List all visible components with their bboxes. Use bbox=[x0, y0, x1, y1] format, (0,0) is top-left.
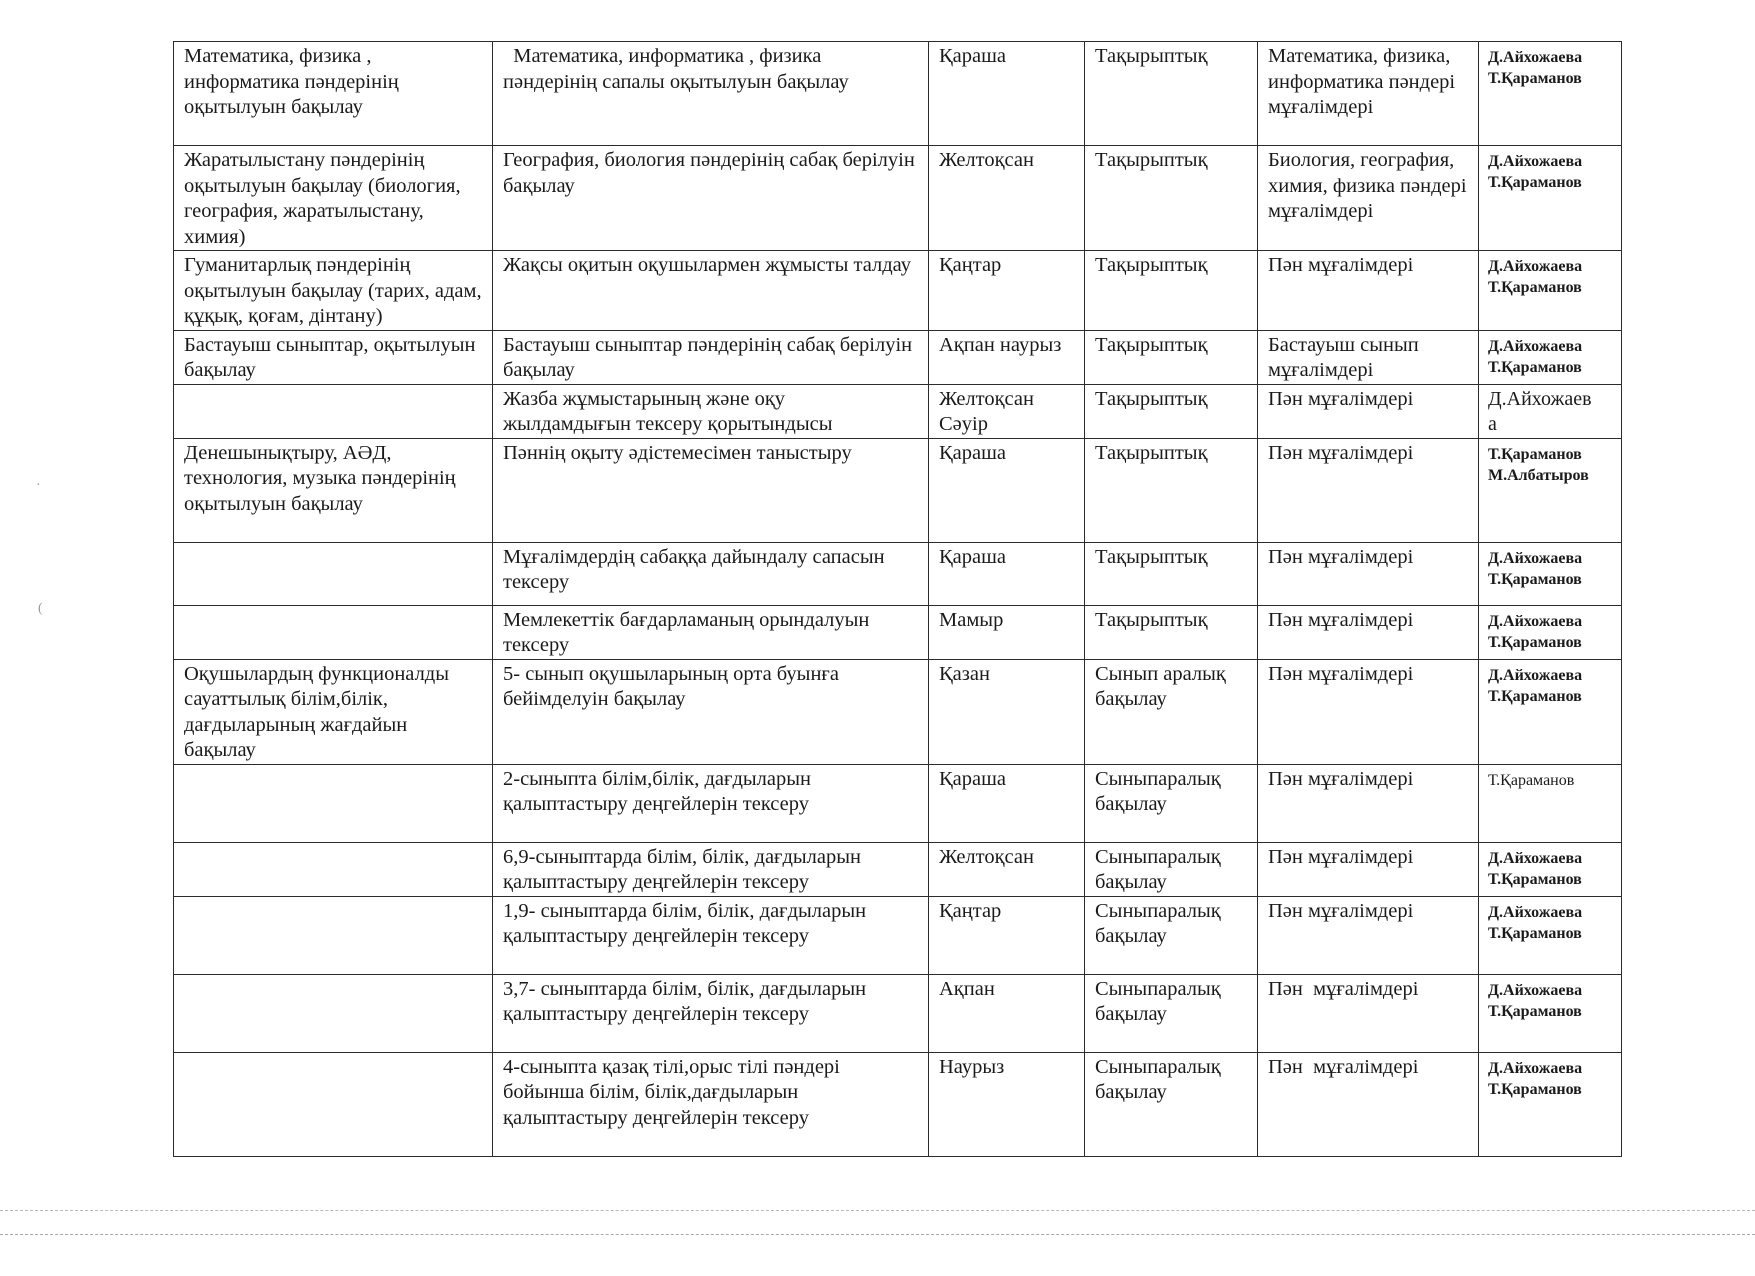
responsible-cell bbox=[1479, 251, 1622, 331]
control-area-cell bbox=[174, 542, 493, 605]
table-row bbox=[174, 330, 1622, 384]
responsible-name: а bbox=[1488, 413, 1497, 435]
control-object-cell: Пән мұғалімдері bbox=[1258, 384, 1479, 438]
table-row bbox=[174, 251, 1622, 331]
table-row bbox=[174, 896, 1622, 974]
control-goal-cell: 2-сыныпта білім,білік, дағдыларын қалыптастыру деңгейлерін тексеру bbox=[493, 764, 929, 842]
table-body bbox=[174, 42, 1622, 1157]
control-area-cell bbox=[174, 842, 493, 896]
control-type-cell: Тақырыптық bbox=[1085, 330, 1258, 384]
responsible-name: Т.Қараманов bbox=[1488, 70, 1582, 87]
responsible-cell bbox=[1479, 42, 1622, 146]
responsible-name: Д.Айхожаева bbox=[1488, 849, 1583, 867]
scan-speck: · bbox=[36, 478, 41, 493]
responsible-cell bbox=[1479, 330, 1622, 384]
control-object-cell: Пән мұғалімдері bbox=[1258, 438, 1479, 542]
control-area-cell: Бастауыш сыныптар, оқытылуын бақылау bbox=[174, 330, 493, 384]
control-time-cell: Қараша bbox=[929, 42, 1085, 146]
table-row bbox=[174, 764, 1622, 842]
control-type-cell: Сынып аралық бақылау bbox=[1085, 659, 1258, 764]
scan-speck: ( bbox=[38, 601, 43, 616]
control-object-cell: Пән мұғалімдері bbox=[1258, 974, 1479, 1052]
responsible-cell bbox=[1479, 438, 1622, 542]
table-row bbox=[174, 384, 1622, 438]
table-row bbox=[174, 1052, 1622, 1156]
responsible-name: Т.Қараманов bbox=[1488, 687, 1582, 705]
control-time-cell: Қараша bbox=[929, 542, 1085, 605]
responsible-cell bbox=[1479, 542, 1622, 605]
control-goal-cell: Жақсы оқитын оқушылармен жұмысты талдау bbox=[493, 251, 929, 331]
control-area-cell bbox=[174, 764, 493, 842]
responsible-cell bbox=[1479, 764, 1622, 842]
responsible-name: Т.Қараманов bbox=[1488, 1080, 1582, 1098]
control-object-cell: Математика, физика, информатика пәндері мұғалімдері bbox=[1258, 42, 1479, 146]
control-area-cell: Оқушылардың функционалды сауаттылық білім,білік, дағдыларының жағдайын бақылау bbox=[174, 659, 493, 764]
responsible-cell bbox=[1479, 974, 1622, 1052]
control-goal-cell: 1,9- сыныптарда білім, білік, дағдыларын қалыптастыру деңгейлерін тексеру bbox=[493, 896, 929, 974]
control-object-cell: Пән мұғалімдері bbox=[1258, 605, 1479, 659]
responsible-name: Т.Қараманов bbox=[1488, 358, 1582, 376]
control-goal-cell: География, биология пәндерінің сабақ берілуін бақылау bbox=[493, 146, 929, 251]
responsible-name: Д.Айхожаева bbox=[1488, 612, 1583, 630]
control-type-cell: Сыныпаралық бақылау bbox=[1085, 1052, 1258, 1156]
control-goal-cell: 4-сыныпта қазақ тілі,орыс тілі пәндері бойынша білім, білік,дағдыларын қалыптастыру деңгейлерін тексеру bbox=[493, 1052, 929, 1156]
control-object-cell: Пән мұғалімдері bbox=[1258, 659, 1479, 764]
control-goal-cell: 5- сынып оқушыларының орта буынға бейімделуін бақылау bbox=[493, 659, 929, 764]
control-plan-table bbox=[173, 41, 1622, 1157]
control-object-cell: Пән мұғалімдері bbox=[1258, 251, 1479, 331]
control-goal-cell: 3,7- сыныптарда білім, білік, дағдыларын қалыптастыру деңгейлерін тексеру bbox=[493, 974, 929, 1052]
control-area-cell bbox=[174, 1052, 493, 1156]
responsible-name: Д.Айхожаева bbox=[1488, 1059, 1583, 1077]
responsible-name: Т.Қараманов bbox=[1488, 279, 1582, 296]
control-time-cell: Ақпан наурыз bbox=[929, 330, 1085, 384]
control-type-cell: Тақырыптық bbox=[1085, 384, 1258, 438]
responsible-cell bbox=[1479, 896, 1622, 974]
control-object-cell: Биология, география, химия, физика пәндері мұғалімдері bbox=[1258, 146, 1479, 251]
control-area-cell: Жаратылыстану пәндерінің оқытылуын бақылау (биология, география, жаратылыстану, химия) bbox=[174, 146, 493, 251]
control-goal-cell: Мұғалімдердің сабаққа дайындалу сапасын тексеру bbox=[493, 542, 929, 605]
table-row bbox=[174, 842, 1622, 896]
responsible-name: Т.Қараманов bbox=[1488, 570, 1582, 588]
control-type-cell: Сыныпаралық бақылау bbox=[1085, 842, 1258, 896]
responsible-name: Т.Қараманов bbox=[1488, 1002, 1582, 1020]
control-time-cell: Қаңтар bbox=[929, 896, 1085, 974]
scan-artifact-line bbox=[0, 1234, 1755, 1235]
control-goal-cell: Математика, информатика , физика пәндерінің сапалы оқытылуын бақылау bbox=[493, 42, 929, 146]
responsible-name: Т.Қараманов bbox=[1488, 445, 1582, 463]
control-time-cell: Мамыр bbox=[929, 605, 1085, 659]
control-type-cell: Тақырыптық bbox=[1085, 542, 1258, 605]
responsible-name: Д.Айхожаева bbox=[1488, 903, 1583, 921]
control-time-cell: Желтоқсан Сәуір bbox=[929, 384, 1085, 438]
control-goal-cell: 6,9-сыныптарда білім, білік, дағдыларын қалыптастыру деңгейлерін тексеру bbox=[493, 842, 929, 896]
responsible-name: Т.Қараманов bbox=[1488, 174, 1582, 191]
responsible-name: Д.Айхожаева bbox=[1488, 549, 1583, 567]
control-type-cell: Тақырыптық bbox=[1085, 146, 1258, 251]
table-row bbox=[174, 542, 1622, 605]
control-goal-cell: Жазба жұмыстарының және оқу жылдамдығын тексеру қорытындысы bbox=[493, 384, 929, 438]
control-type-cell: Сыныпаралық бақылау bbox=[1085, 764, 1258, 842]
responsible-name: Д.Айхожаева bbox=[1488, 258, 1583, 275]
control-area-cell bbox=[174, 605, 493, 659]
responsible-cell bbox=[1479, 659, 1622, 764]
control-area-cell: Денешынықтыру, АӘД, технология, музыка пәндерінің оқытылуын бақылау bbox=[174, 438, 493, 542]
control-area-cell bbox=[174, 384, 493, 438]
control-goal-cell: Пәннің оқыту әдістемесімен таныстыру bbox=[493, 438, 929, 542]
control-goal-cell: Мемлекеттік бағдарламаның орындалуын тексеру bbox=[493, 605, 929, 659]
control-type-cell: Тақырыптық bbox=[1085, 605, 1258, 659]
control-time-cell: Қазан bbox=[929, 659, 1085, 764]
responsible-name: Т.Қараманов bbox=[1488, 633, 1582, 651]
scan-artifact-line bbox=[0, 1210, 1755, 1211]
responsible-name: Д.Айхожаева bbox=[1488, 666, 1583, 684]
responsible-name: Д.Айхожаев bbox=[1488, 387, 1592, 410]
table-row bbox=[174, 974, 1622, 1052]
control-time-cell: Желтоқсан bbox=[929, 146, 1085, 251]
responsible-cell bbox=[1479, 384, 1622, 438]
responsible-cell bbox=[1479, 146, 1622, 251]
control-time-cell: Қаңтар bbox=[929, 251, 1085, 331]
control-goal-cell: Бастауыш сыныптар пәндерінің сабақ берілуін бақылау bbox=[493, 330, 929, 384]
responsible-cell bbox=[1479, 842, 1622, 896]
responsible-name: Т.Қараманов bbox=[1488, 870, 1582, 888]
responsible-name: Д.Айхожаева bbox=[1488, 49, 1583, 66]
control-area-cell bbox=[174, 896, 493, 974]
control-type-cell: Сыныпаралық бақылау bbox=[1085, 896, 1258, 974]
responsible-name: Д.Айхожаева bbox=[1488, 981, 1583, 999]
table-row bbox=[174, 605, 1622, 659]
control-time-cell: Наурыз bbox=[929, 1052, 1085, 1156]
control-time-cell: Желтоқсан bbox=[929, 842, 1085, 896]
responsible-name: Д.Айхожаева bbox=[1488, 153, 1583, 170]
control-object-cell: Пән мұғалімдері bbox=[1258, 842, 1479, 896]
control-type-cell: Тақырыптық bbox=[1085, 438, 1258, 542]
control-area-cell bbox=[174, 974, 493, 1052]
responsible-name: М.Албатыров bbox=[1488, 466, 1589, 484]
control-type-cell: Тақырыптық bbox=[1085, 251, 1258, 331]
table-row bbox=[174, 659, 1622, 764]
responsible-name: Т.Қараманов bbox=[1488, 771, 1575, 789]
responsible-cell bbox=[1479, 605, 1622, 659]
control-type-cell: Тақырыптық bbox=[1085, 42, 1258, 146]
responsible-name: Д.Айхожаева bbox=[1488, 337, 1583, 355]
control-time-cell: Қараша bbox=[929, 438, 1085, 542]
control-time-cell: Қараша bbox=[929, 764, 1085, 842]
control-object-cell: Пән мұғалімдері bbox=[1258, 764, 1479, 842]
table-row bbox=[174, 438, 1622, 542]
control-time-cell: Ақпан bbox=[929, 974, 1085, 1052]
control-area-cell: Математика, физика , информатика пәндерінің оқытылуын бақылау bbox=[174, 42, 493, 146]
control-object-cell: Бастауыш сынып мұғалімдері bbox=[1258, 330, 1479, 384]
control-type-cell: Сыныпаралық бақылау bbox=[1085, 974, 1258, 1052]
control-area-cell: Гуманитарлық пәндерінің оқытылуын бақылау (тарих, адам, құқық, қоғам, дінтану) bbox=[174, 251, 493, 331]
responsible-cell bbox=[1479, 1052, 1622, 1156]
table-row bbox=[174, 42, 1622, 146]
control-object-cell: Пән мұғалімдері bbox=[1258, 896, 1479, 974]
control-object-cell: Пән мұғалімдері bbox=[1258, 542, 1479, 605]
responsible-name: Т.Қараманов bbox=[1488, 924, 1582, 942]
table-row bbox=[174, 146, 1622, 251]
control-object-cell: Пән мұғалімдері bbox=[1258, 1052, 1479, 1156]
